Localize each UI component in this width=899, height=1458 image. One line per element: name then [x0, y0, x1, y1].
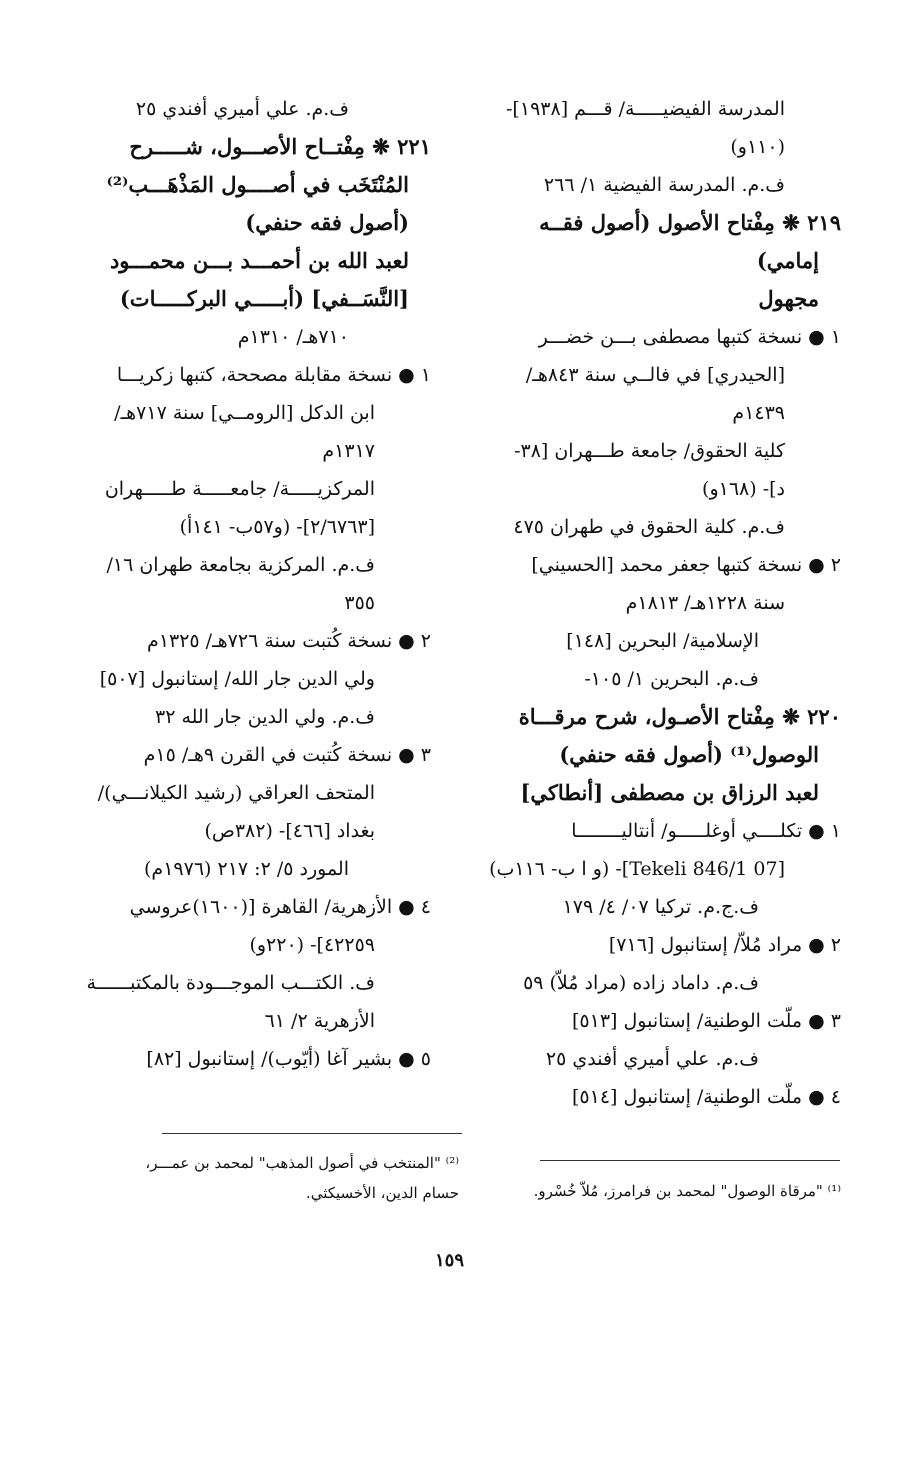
footnote-left-line-1: ⁽²⁾ "المنتخب في أصول المذهب" لمحمد بن عمـــر،: [145, 1154, 459, 1172]
right-column-line: إمامي): [756, 248, 819, 273]
right-column-line: مجهول: [758, 286, 819, 311]
left-column-line: ٤ ● الأزهرية/ القاهرة [(١٦٠٠)عروسي: [129, 896, 431, 918]
footnote-left-line-2: حسام الدين، الأخسيكثي.: [305, 1184, 459, 1202]
right-column-line: ٤ ● ملّت الوطنية/ إستانبول [٥١٤]: [571, 1086, 841, 1108]
right-column-line: سنة ١٢٢٨هـ/ ١٨١٣م: [625, 592, 785, 614]
right-column-line: ف.م. علي أميري أفندي ٢٥: [545, 1048, 759, 1070]
right-column-line: المدرسة الفيضيـــــة/ قـــم [١٩٣٨]-: [506, 98, 785, 120]
left-column-line: ١٣١٧م: [322, 440, 375, 462]
right-column-line: ١ ● تكلــــي أوغلـــــو/ أنتاليــــــــا: [571, 820, 841, 842]
right-column-line: ٣ ● ملّت الوطنية/ إستانبول [٥١٣]: [571, 1010, 841, 1032]
left-column-line: المركزيـــــة/ جامعـــــة طـــــهران: [104, 478, 375, 500]
left-column-line: ٣ ● نسخة كُتبت في القرن ٩هـ/ ١٥م: [143, 744, 431, 766]
right-column-line: ٢٢٠ ❋ مِفْتاح الأصـول، شرح مرقـــاة: [518, 704, 841, 729]
left-column-line: المُنْتَخَب في أصــــول المَذْهَـــب⁽²⁾: [106, 172, 409, 197]
left-column-line: ١ ● نسخة مقابلة مصححة، كتبها زكريـــا: [116, 364, 431, 386]
right-column-line: ٢ ● نسخة كتبها جعفر محمد [الحسيني]: [531, 554, 841, 576]
left-column-line: (أصول فقه حنفي): [245, 210, 409, 235]
left-column-line: ٤٢٢٥٩]- (٢٢٠و): [249, 934, 375, 956]
left-column-line: ف.م. ولي الدين جار الله ٣٢: [154, 706, 375, 728]
right-column-line: الوصول⁽¹⁾ (أصول فقه حنفي): [559, 742, 819, 767]
left-column-line: ولي الدين جار الله/ إستانبول [٥٠٧]: [99, 668, 375, 690]
left-column-line: المورد ٥/ ٢: ٢١٧ (١٩٧٦م): [144, 858, 349, 880]
right-column-line: [07 Tekeli 846/1]- (و ا ب- ١١٦ب): [489, 858, 785, 880]
right-column-line: الإسلامية/ البحرين [١٤٨]: [566, 630, 759, 652]
right-column-line: ف.م. كلية الحقوق في طهران ٤٧٥: [513, 516, 785, 538]
right-column-line: د]- (١٦٨و): [702, 478, 785, 500]
left-column-line: لعبد الله بن أحمـــد بـــن محمـــود: [109, 248, 409, 273]
left-column-line: المتحف العراقي (رشيد الكيلانـــي)/: [97, 782, 375, 804]
left-column-line: ٥ ● بشير آغا (أيّوب)/ إستانبول [٨٢]: [146, 1048, 431, 1070]
right-column-line: كلية الحقوق/ جامعة طـــهران [٣٨-: [514, 440, 785, 462]
right-column-line: ف.م. البحرين ١/ ١٠٥-: [584, 668, 759, 690]
right-column-line: ٢ ● مراد مُلاّ/ إستانبول [٧١٦]: [608, 934, 841, 956]
left-column-line: [النَّسَــفي] (أبـــــي البركـــــات): [119, 286, 409, 311]
right-column-line: ف.ج.م. تركيا ٠٧/ ٤/ ١٧٩: [562, 896, 759, 918]
left-column-line: [٢/٦٧٦٣]- (و٥٧ب- ١٤١أ): [179, 516, 375, 538]
right-column-line: ف.م. المدرسة الفيضية ١/ ٢٦٦: [543, 174, 785, 196]
left-column-line: ف.م. المركزية بجامعة طهران ١٦/: [106, 554, 375, 576]
footnote-right: ⁽¹⁾ "مرقاة الوصول" لمحمد بن فرامرز، مُلاّ خُسْرو.: [533, 1182, 841, 1200]
footnote-rule-left: [162, 1133, 462, 1134]
footnote-left: [139, 1148, 459, 1208]
left-column-line: ٢ ● نسخة كُتبت سنة ٧٢٦هـ/ ١٣٢٥م: [147, 630, 431, 652]
page-number: ١٥٩: [434, 1250, 464, 1271]
right-column-line: ف.م. داماد زاده (مراد مُلاّ) ٥٩: [523, 972, 759, 994]
left-column-line: بغداد [٤٦٦]- (٣٨٢ص): [204, 820, 375, 842]
left-column-line: ٧١٠هـ/ ١٣١٠م: [237, 326, 349, 348]
left-column-line: ٢٢١ ❋ مِفْتــاح الأصـــول، شـــــرح: [129, 134, 431, 159]
right-column: [489, 90, 841, 1116]
right-column-line: [الحيدري] في فالــي سنة ٨٤٣هـ/: [525, 364, 785, 386]
right-column-line: ١ ● نسخة كتبها مصطفى بـــن خضـــر: [538, 326, 841, 348]
left-column-line: الأزهرية ٢/ ٦١: [264, 1010, 375, 1032]
left-column-line: ف.م. علي أميري أفندي ٢٥: [135, 98, 349, 120]
left-column-line: ف. الكتـــب الموجـــودة بالمكتبــــــة: [86, 972, 375, 994]
right-column-line: لعبد الرزاق بن مصطفى [أنطاكي]: [520, 780, 819, 805]
left-column-line: ٣٥٥: [344, 592, 375, 614]
right-column-line: (١١٠و): [730, 136, 785, 158]
footnote-rule-right: [540, 1160, 840, 1161]
right-column-line: ١٤٣٩م: [732, 402, 785, 424]
left-column-line: ابن الدكل [الرومــي] سنة ٧١٧هـ/: [114, 402, 375, 424]
left-column: [86, 90, 431, 1078]
right-column-line: ٢١٩ ❋ مِفْتاح الأصول (أصول فقــه: [539, 210, 841, 235]
